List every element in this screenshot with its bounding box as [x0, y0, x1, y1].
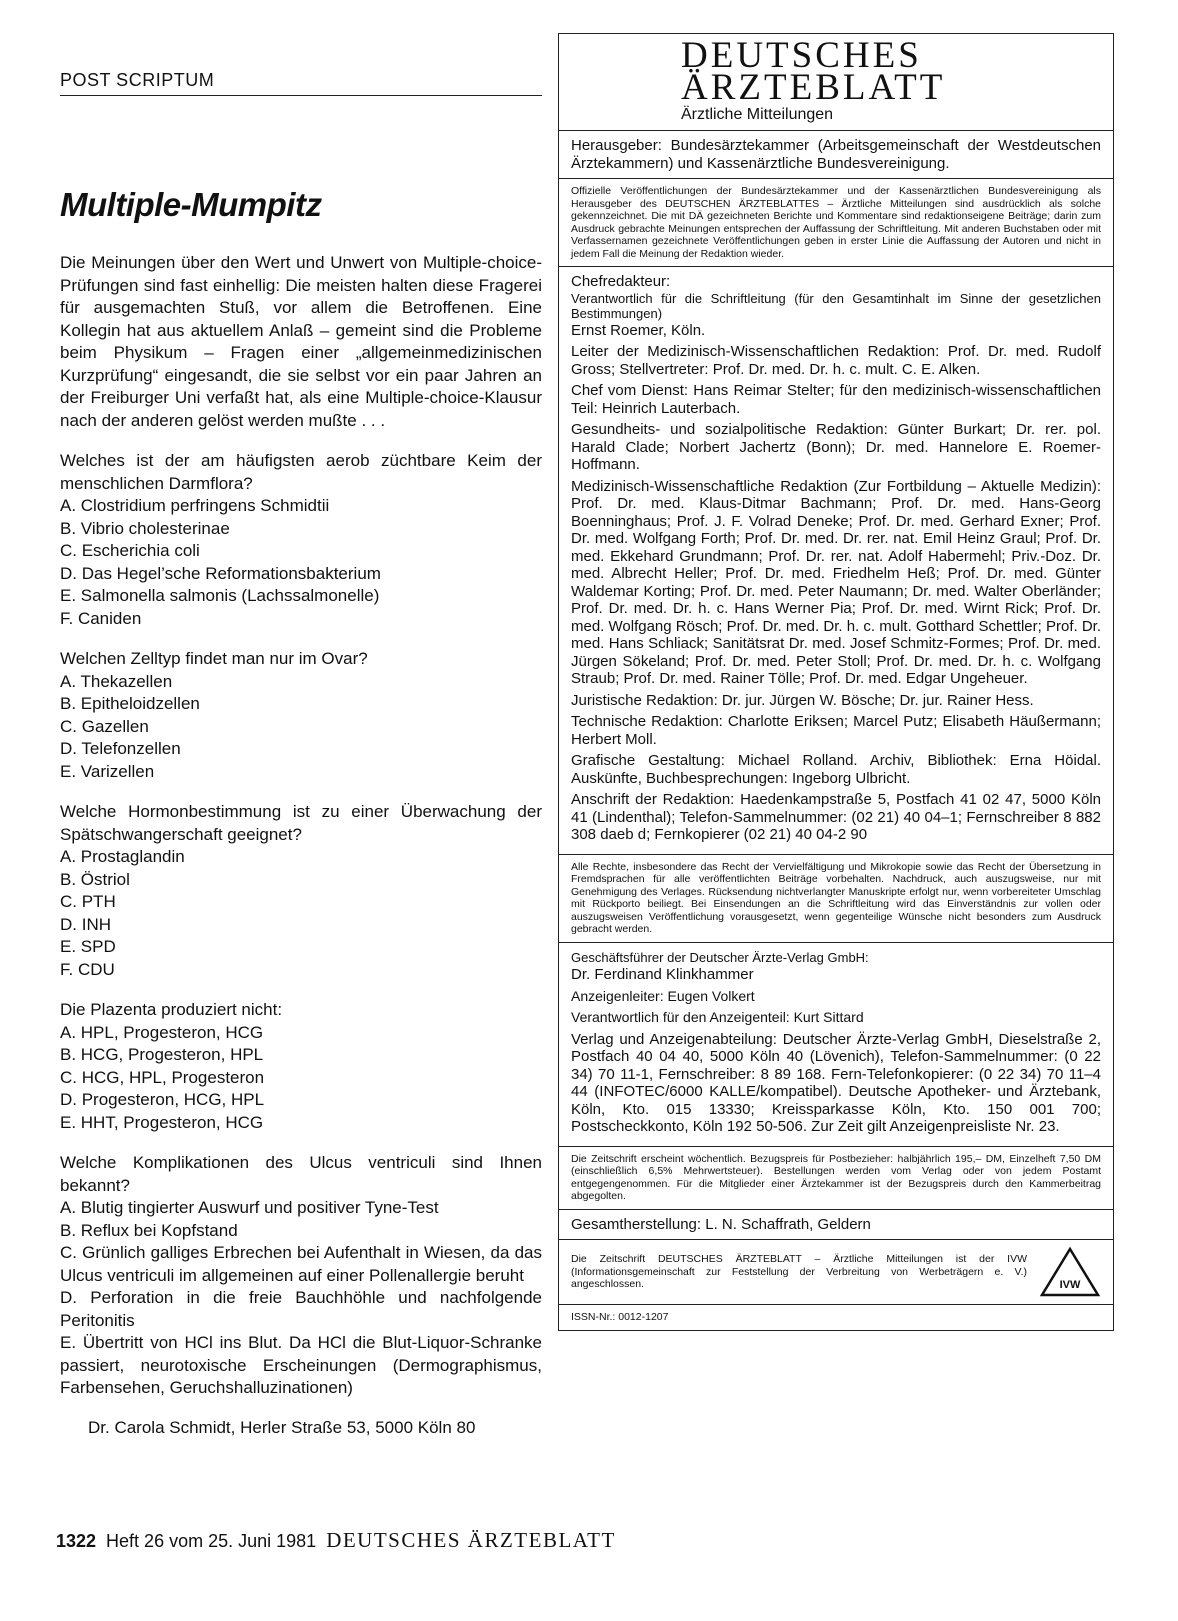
answer-option: A. Clostridium perfringens Schmidtii: [60, 496, 330, 515]
masthead-subtitle: Ärztliche Mitteilungen: [681, 106, 834, 123]
answer-option: B. Östriol: [60, 869, 130, 889]
editorial-paragraph: Medizinisch-Wissenschaftliche Redaktion (Zur Fortbildung – Aktuelle Medizin): Prof. Dr. med. Klaus-Ditmar Bachmann; Prof. Dr. med. Hans-Georg Boenninghaus; Prof. J. F. Volrad Deneke; Prof. Dr. med. Gerhard Exner; Prof. Dr. med. Wolfgang Forth; Prof. Dr. med. Dr. rer. nat. Emil Heinz Graul; Prof. Dr. med. Ekkehard Grundmann; Prof. Dr. rer. nat. Adolf Habermehl; Priv.-Doz. Dr. med. Albrecht Heller; Prof. Dr. med. Friedhelm Heß; Prof. Dr. med. Günter Waldemar Korting; Prof. Dr. med. Peter Naumann; Dr. med. Walter Oberländer; Prof. Dr. med. Dr. h. c. Hans Werner Pia; Prof. Dr. med. Wirnt Rick; Prof. Dr. med. Wolfgang Rösch; Prof. Dr. med. Dr. h. c. mult. Gotthard Schettler; Prof. Dr. med. Hans Schliack; Sanitätsrat Dr. med. Josef Schmitz-Formes; Prof. Dr. med. Jürgen Sökeland; Prof. Dr. med. Peter Stoll; Prof. Dr. med. Dr. h. c. Wolfgang Straub; Prof. Dr. med. Rainer Tölle; Prof. Dr. med. Edgar Ungeheuer.: [571, 477, 1101, 687]
editorial-paragraph: Grafische Gestaltung: Michael Rolland. Archiv, Bibliothek: Erna Höidal. Auskünfte, Buchbesprechungen: Ingeborg Ulbricht.: [571, 752, 1101, 787]
article-headline: Multiple-Mumpitz: [60, 186, 322, 223]
publishing-paragraph: Verantwortlich für den Anzeigenteil: Kurt Sittard: [571, 1009, 864, 1025]
question-block: [60, 648, 542, 783]
question-text: Welchen Zelltyp findet man nur im Ovar?: [60, 649, 368, 668]
answer-option: D. Perforation in die freie Bauchhöhle und nachfolgende Peritonitis: [60, 1288, 542, 1330]
subscription-box: [558, 1147, 1114, 1210]
answer-option: F. Caniden: [60, 608, 142, 628]
ivw-row: [571, 1246, 1101, 1298]
answer-option: E. SPD: [60, 937, 116, 956]
answer-option: B. HCG, Progesteron, HPL: [60, 1045, 264, 1064]
answer-option: A. Blutig tingierter Auswurf und positiver Tyne-Test: [60, 1198, 439, 1217]
issue-info: Heft 26 vom 25. Juni 1981: [106, 1531, 317, 1551]
question-text: Welches ist der am häufigsten aerob züchtbare Keim der menschlichen Darmflora?: [60, 451, 542, 493]
answer-option: D. INH: [60, 914, 111, 934]
editorial-paragraph: Technische Redaktion: Charlotte Eriksen; Marcel Putz; Elisabeth Häußermann; Herbert Moll.: [571, 713, 1101, 748]
section-label: POST SCRIPTUM: [60, 70, 542, 96]
masthead-box: [558, 33, 1114, 131]
page-number: 1322: [56, 1531, 97, 1551]
editorial-paragraph: Ernst Roemer, Köln.: [571, 321, 706, 339]
answer-option: B. Vibrio cholesterinae: [60, 518, 230, 538]
rights-box: [558, 855, 1114, 943]
question-block: [60, 801, 542, 981]
issn-text: ISSN-Nr.: 0012-1207: [571, 1311, 669, 1323]
answer-option: C. Grünlich galliges Erbrechen bei Aufenthalt in Wiesen, da das Ulcus ventriculi im allgemeinen auf einer Pollenallergie beruht: [60, 1243, 542, 1285]
article-column: [60, 70, 542, 1438]
publishing-box: [558, 943, 1114, 1147]
editorial-box: [558, 267, 1114, 855]
editorial-paragraph: Juristische Redaktion: Dr. jur. Jürgen W. Bösche; Dr. jur. Rainer Hess.: [571, 691, 1034, 709]
ivw-logo-text: IVW: [1059, 1279, 1081, 1291]
editorial-paragraph: Anschrift der Redaktion: Haedenkampstraße 5, Postfach 41 02 47, 5000 Köln 41 (Lindenthal); Telefon-Sammelnummer: (02 21) 40 04–1; Fernschreiber 8 882 308 daeb d; Fernkopierer (02 21) 40 04-2 90: [571, 791, 1101, 843]
editorial-paragraph: Leiter der Medizinisch-Wissenschaftlichen Redaktion: Prof. Dr. med. Rudolf Gross; Stellvertreter: Prof. Dr. med. Dr. h. c. mult. C. E. Alken.: [571, 343, 1101, 378]
publishing-paragraph: Dr. Ferdinand Klinkhammer: [571, 966, 754, 983]
page-footer: [56, 1528, 616, 1553]
question-text: Welche Komplikationen des Ulcus ventriculi sind Ihnen bekannt?: [60, 1153, 542, 1195]
rights-text: Alle Rechte, insbesondere das Recht der Vervielfältigung und Mikrokopie sowie das Recht der Übersetzung in Fremdsprachen für alle veröffentlichten Beiträge vorbehalten. Nachdruck, auch auszugsweise, nur mit Genehmigung des Verlages. Rücksendung nichtverlangter Manuskripte erfolgt nur, wenn vorbereiteter Umschlag mit Rückporto beiliegt. Bei Einsendungen an die Schriftleitung wird das Einverständnis zur vollen oder auszugsweisen Veröffentlichung vorausgesetzt, wenn gegenteilige Wünsche nicht besonders zum Ausdruck gebracht werden.: [571, 860, 1101, 935]
editorial-heading: Chefredakteur:: [571, 273, 671, 290]
answer-option: A. HPL, Progesteron, HCG: [60, 1022, 264, 1042]
question-block: [60, 450, 542, 630]
publishing-paragraph: Verlag und Anzeigenabteilung: Deutscher Ärzte-Verlag GmbH, Dieselstraße 2, Postfach 40 04 40, 5000 Köln 40 (Lövenich), Telefon-Sammelnummer: (0 22 34) 70 11-1, Fernschreiber: 8 89 168. Fern-Telefonkopierer: (0 22 34) 70 11–4 44 (INFOTEC/6000 KALLE/kompatibel). Deutsche Apotheker- und Ärztebank, Köln, Kto. 015 13330; Kreissparkasse Köln, Kto. 150 001 700; Postscheckkonto, Köln 192 50-506. Zur Zeit gilt Anzeigenpreisliste Nr. 23.: [571, 1030, 1101, 1135]
question-text: Welche Hormonbestimmung ist zu einer Überwachung der Spätschwangerschaft geeignet?: [60, 802, 542, 844]
masthead-title-line1: DEUTSCHES: [681, 35, 922, 76]
printing-box: [558, 1210, 1114, 1241]
publishing-paragraph: Anzeigenleiter: Eugen Volkert: [571, 987, 755, 1004]
ivw-text: Die Zeitschrift DEUTSCHES ÄRZTEBLATT – Ärztliche Mitteilungen ist der IVW (Informationsgemeinschaft zur Feststellung der Verbreitung von Werbeträgern e. V.) angeschlossen.: [571, 1253, 1027, 1291]
answer-option: B. Reflux bei Kopfstand: [60, 1220, 238, 1240]
answer-option: C. Escherichia coli: [60, 541, 200, 560]
editorial-paragraph: Gesundheits- und sozialpolitische Redaktion: Günter Burkart; Dr. rer. pol. Harald Clade; Norbert Jachertz (Bonn); Dr. med. Hannelore E. Roemer-Hoffmann.: [571, 421, 1101, 473]
publishing-paragraph: Geschäftsführer der Deutscher Ärzte-Verlag GmbH:: [571, 949, 869, 965]
official-notice-text: Offizielle Veröffentlichungen der Bundesärztekammer und der Kassenärztlichen Bundesvereinigung als Herausgeber des DEUTSCHEN ÄRZTEBLATTES – Ärztliche Mitteilungen sind ausdrücklich als solche gekennzeichnet. Die mit DÄ gezeichneten Berichte und Kommentare sind redaktionseigene Beiträge; darin zum Ausdruck gebrachte Meinungen entsprechen der Auffassung der Schriftleitung. Mit anderen Buchstaben oder mit Verfassernamen gezeichnete Veröffentlichungen geben in erster Linie die Auffassung der Autoren und nicht in jedem Fall die Meinung der Redaktion wieder.: [571, 185, 1101, 260]
answer-option: E. Übertritt von HCl ins Blut. Da HCl die Blut-Liquor-Schranke passiert, neurotoxische Erscheinungen (Dermographismus, Farbensehen, Geruchshalluzinationen): [60, 1333, 542, 1397]
question-text: Die Plazenta produziert nicht:: [60, 1000, 283, 1019]
footer-journal-name: DEUTSCHES ÄRZTEBLATT: [326, 1528, 616, 1552]
answer-option: C. PTH: [60, 892, 116, 911]
answer-option: E. Salmonella salmonis (Lachssalmonelle): [60, 586, 380, 605]
printing-text: Gesamtherstellung: L. N. Schaffrath, Geldern: [571, 1215, 871, 1233]
answer-option: D. Progesteron, HCG, HPL: [60, 1090, 265, 1109]
answer-option: D. Das Hegel’sche Reformationsbakterium: [60, 563, 381, 583]
answer-option: A. Thekazellen: [60, 671, 173, 691]
answer-option: E. HHT, Progesteron, HCG: [60, 1112, 264, 1132]
answer-option: B. Epitheloidzellen: [60, 694, 200, 713]
ivw-logo-icon: [1039, 1246, 1101, 1298]
article-intro: Die Meinungen über den Wert und Unwert von Multiple-choice-Prüfungen sind fast einhellig: Die meisten halten diese Fragerei für ausgemachten Stuß, vor allem die Betroffenen. Eine Kollegin hat aus aktuellem Anlaß – gemeint sind die Probleme beim Physikum – Fragen einer „allgemeinmedizinischen Kurzprüfung“ eingesandt, die sie selbst vor ein paar Jahren an der Freiburger Uni verfaßt hat, als eine Multiple-choice-Klausur nach der anderen gelöst werden mußte . . .: [60, 253, 542, 430]
masthead-title-line2: ÄRZTEBLATT: [681, 67, 946, 108]
answer-option: C. Gazellen: [60, 716, 149, 736]
answer-option: D. Telefonzellen: [60, 739, 181, 758]
answer-option: A. Prostaglandin: [60, 847, 185, 866]
issn-box: [558, 1305, 1114, 1331]
ivw-box: [558, 1240, 1114, 1305]
answer-option: E. Varizellen: [60, 761, 155, 781]
question-block: [60, 999, 542, 1134]
answer-option: F. CDU: [60, 959, 115, 979]
subscription-text: Die Zeitschrift erscheint wöchentlich. Bezugspreis für Postbezieher: halbjährlich 195,– DM, Einzelheft 7,50 DM (einschließlich 6,5% Mehrwertsteuer). Bestellungen werden vom Verlag oder von jedem Postamt entgegengenommen. Für die Mitglieder einer Ärztekammer ist der Bezugspreis durch den Kammerbeitrag abgegolten.: [571, 1152, 1101, 1202]
official-notice-box: [558, 179, 1114, 267]
editorial-paragraph: Chef vom Dienst: Hans Reimar Stelter; für den medizinisch-wissenschaftlichen Teil: Heinrich Lauterbach.: [571, 382, 1101, 417]
publisher-text: Herausgeber: Bundesärztekammer (Arbeitsgemeinschaft der Westdeutschen Ärztekammern) und Kassenärztliche Bundesvereinigung.: [571, 137, 1101, 172]
question-block: [60, 1152, 542, 1400]
editorial-paragraph: Verantwortlich für die Schriftleitung (für den Gesamtinhalt im Sinne der gesetzlichen Bestimmungen): [571, 290, 1101, 321]
publisher-box: [558, 131, 1114, 179]
answer-option: C. HCG, HPL, Progesteron: [60, 1067, 265, 1087]
author-signature: Dr. Carola Schmidt, Herler Straße 53, 5000 Köln 80: [88, 1417, 476, 1437]
imprint-column: [558, 33, 1114, 1331]
